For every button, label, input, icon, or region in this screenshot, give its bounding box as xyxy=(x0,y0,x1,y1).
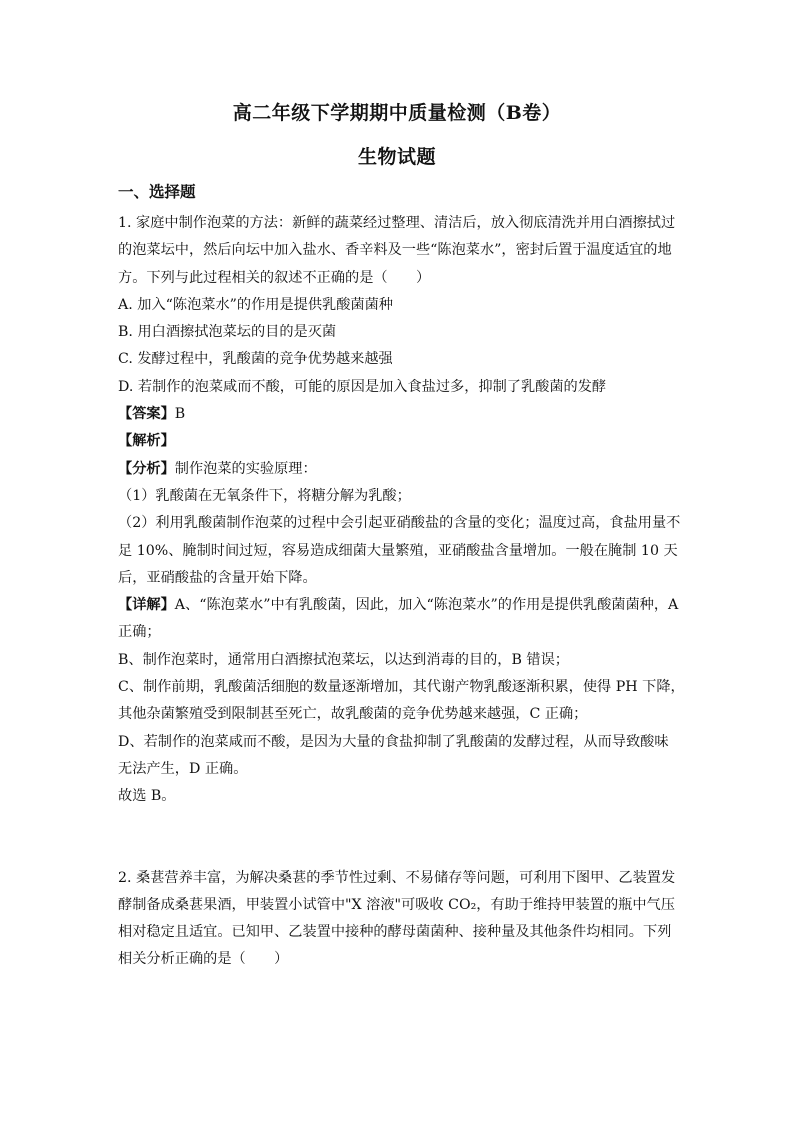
fenxi-tag: 【分析】 xyxy=(118,460,175,477)
q1-stem-line: 方。下列与此过程相关的叙述不正确的是（ ） xyxy=(118,269,431,286)
q1-option-d: D. 若制作的泡菜咸而不酸，可能的原因是加入食盐过多，抑制了乳酸菌的发酵 xyxy=(118,378,607,395)
q1-stem-line: 1. 家庭中制作泡菜的方法：新鲜的蔬菜经过整理、清洁后，放入彻底清洗并用白酒擦拭过 xyxy=(118,215,676,231)
q1-principle-line: 足 10%、腌制时间过短，容易造成细菌大量繁殖，亚硝酸盐含量增加。一般在腌制 10 天 xyxy=(118,542,678,559)
q1-option-c: C. 发酵过程中，乳酸菌的竞争优势越来越强 xyxy=(118,351,393,368)
q1-detail-line: B、制作泡菜时，通常用白酒擦拭泡菜坛，以达到消毒的目的，B 错误； xyxy=(118,651,569,668)
q1-option-a: A. 加入“陈泡菜水”的作用是提供乳酸菌菌种 xyxy=(118,296,393,313)
question-spacer xyxy=(118,811,680,865)
detail-tag: 【详解】 xyxy=(118,597,175,614)
q1-detail xyxy=(118,592,680,619)
section-heading: 一、选择题 xyxy=(118,182,196,201)
answer-value: B xyxy=(174,406,186,423)
q2-stem-line: 酵制备成桑葚果酒，甲装置小试管中"X 溶液"可吸收 CO₂，有助于维持甲装置的瓶中气压 xyxy=(118,896,675,913)
question-body xyxy=(118,210,685,974)
page-subtitle: 生物试题 xyxy=(357,146,436,168)
answer-tag: 【答案】 xyxy=(118,406,175,423)
q1-detail-line: 正确； xyxy=(118,624,161,641)
q2-stem-line: 相对稳定且适宜。已知甲、乙装置中接种的酵母菌菌种、接种量及其他条件均相同。下列 xyxy=(118,924,672,941)
q1-fenxi xyxy=(118,456,680,483)
q1-detail-line: C、制作前期，乳酸菌活细胞的数量逐渐增加，其代谢产物乳酸逐渐积累，使得 PH 下降， xyxy=(118,679,685,696)
q1-detail-line: 故选 B。 xyxy=(118,788,176,805)
q1-answer xyxy=(118,401,680,428)
q1-analysis-tag xyxy=(118,428,680,455)
q1-detail-line: 其他杂菌繁殖受到限制甚至死亡，故乳酸菌的竞争优势越来越强，C 正确； xyxy=(118,706,588,723)
q1-detail-line: 无法产生，D 正确。 xyxy=(118,760,248,777)
q2-stem-line: 相关分析正确的是（ ） xyxy=(118,951,289,968)
q1-stem-line: 的泡菜坛中，然后向坛中加入盐水、香辛料及一些“陈泡菜水”，密封后置于温度适宜的地 xyxy=(118,242,672,259)
q1-principle-line: （2）利用乳酸菌制作泡菜的过程中会引起亚硝酸盐的含量的变化；温度过高，食盐用量不 xyxy=(118,515,681,532)
page-title: 高二年级下学期期中质量检测（B卷） xyxy=(232,102,562,124)
q1-principle-line: 后，亚硝酸盐的含量开始下降。 xyxy=(118,569,317,586)
fenxi-text: 制作泡菜的实验原理： xyxy=(174,460,317,477)
q1-detail-line: D、若制作的泡菜咸而不酸，是因为大量的食盐抑制了乳酸菌的发酵过程，从而导致酸味 xyxy=(118,733,669,750)
q1-option-b: B. 用白酒擦拭泡菜坛的目的是灭菌 xyxy=(118,324,337,341)
analysis-tag: 【解析】 xyxy=(118,433,175,450)
q1-principle-line: （1）乳酸菌在无氧条件下，将糖分解为乳酸； xyxy=(118,487,411,504)
q2-stem-line: 2. 桑葚营养丰富，为解决桑葚的季节性过剩、不易储存等问题，可利用下图甲、乙装置发 xyxy=(118,869,676,886)
detail-text: A、“陈泡菜水”中有乳酸菌，因此，加入“陈泡菜水”的作用是提供乳酸菌菌种，A xyxy=(174,597,679,614)
